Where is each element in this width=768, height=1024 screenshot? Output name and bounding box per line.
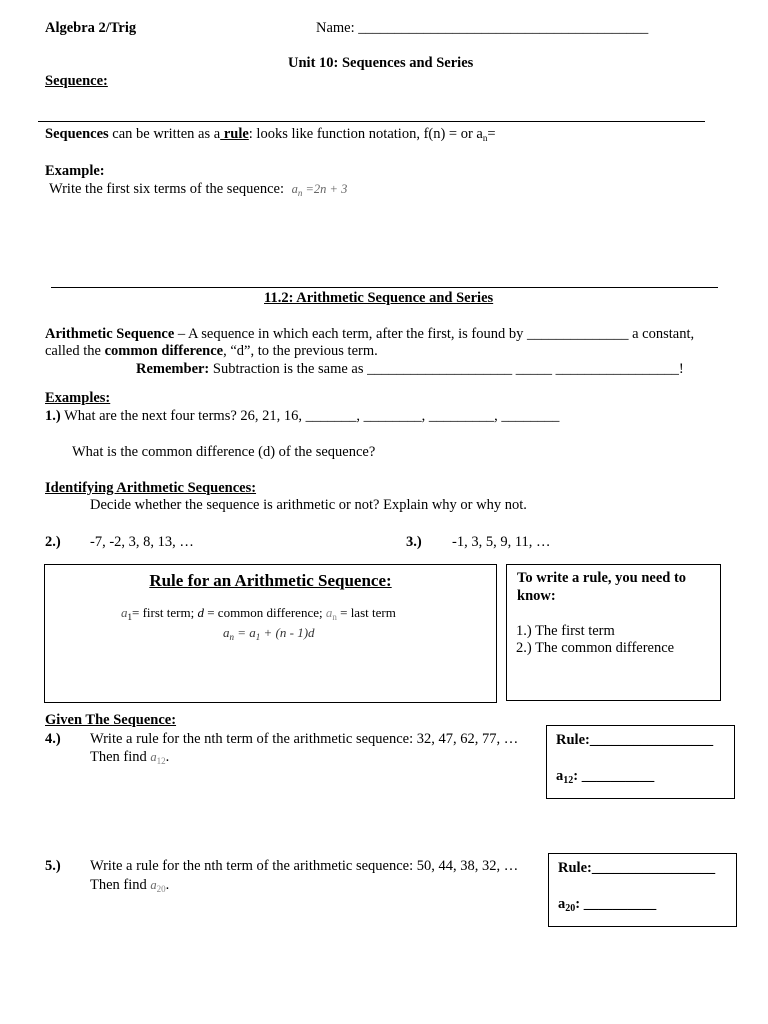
question-1-number: 1.)	[45, 408, 61, 424]
identifying-label: Identifying Arithmetic Sequences:	[45, 480, 257, 496]
divider-top	[38, 121, 705, 122]
formula-sub: n	[297, 188, 303, 198]
answer-4-sub: 12	[563, 775, 574, 786]
answer-box-5[interactable]	[548, 853, 737, 927]
an-desc: = last term	[336, 605, 396, 620]
formula-a1-sub: 1	[255, 632, 261, 642]
q5-dot: .	[165, 877, 170, 893]
remember-text: Subtraction is the same as ____________________ _____ _________________!	[209, 361, 684, 377]
question-5-number: 5.)	[45, 858, 61, 874]
answer-4-term[interactable]	[556, 768, 654, 786]
formula-an: a	[223, 625, 230, 640]
definition-line2-b: , “d”, to the previous term.	[223, 343, 378, 359]
know-box-title-2: know:	[517, 588, 556, 604]
q4-then-text: Then find	[90, 749, 151, 765]
answer-5-a: a	[558, 896, 566, 912]
definition-line1	[45, 326, 694, 343]
remember-line	[136, 361, 684, 378]
example-formula	[292, 182, 348, 196]
answer-4-rule[interactable]: Rule:_________________	[556, 732, 714, 748]
know-box	[506, 564, 721, 701]
examples-label: Examples:	[45, 390, 111, 406]
common-difference-term: common difference	[104, 343, 224, 359]
rule-box-definitions	[121, 605, 396, 622]
a1-symbol: a	[121, 605, 128, 620]
example-prompt-text: Write the first six terms of the sequence:	[49, 181, 284, 197]
rule-line-text2: : looks like function notation, f(n) = or a	[248, 126, 483, 142]
question-4-then	[90, 749, 169, 766]
know-box-item-2: 2.) The common difference	[516, 640, 675, 656]
definition-line2-a: called the	[45, 343, 105, 359]
formula-rest-term: + (n - 1)d	[260, 625, 315, 640]
question-3-number: 3.)	[406, 534, 422, 550]
rule-box-formula	[223, 625, 315, 642]
course-title: Algebra 2/Trig	[45, 20, 137, 36]
definition-term: Arithmetic Sequence	[45, 326, 175, 342]
q5-then-text: Then find	[90, 877, 151, 893]
rule-line	[45, 126, 496, 143]
name-field[interactable]: Name: ________________________________________	[316, 20, 649, 36]
question-4-number: 4.)	[45, 731, 61, 747]
answer-5-blank: : __________	[575, 896, 657, 912]
formula-eq: =	[234, 625, 250, 640]
rule-line-text1: can be written as a	[108, 126, 221, 142]
rule-box	[44, 564, 497, 703]
question-5-text: Write a rule for the nth term of the arithmetic sequence: 50, 44, 38, 32, …	[90, 858, 519, 874]
example-label: Example:	[45, 163, 105, 179]
answer-5-sub: 20	[565, 903, 576, 914]
given-label: Given The Sequence:	[45, 712, 177, 728]
example-prompt	[49, 181, 347, 198]
q5-sub: 20	[156, 884, 166, 894]
answer-4-blank: : __________	[573, 768, 655, 784]
rule-line-eq: =	[487, 126, 496, 142]
question-2-number: 2.)	[45, 534, 61, 550]
answer-box-4[interactable]	[546, 725, 735, 799]
formula-rest: =2n + 3	[302, 182, 348, 196]
rule-word: rule	[220, 126, 249, 142]
question-4-text: Write a rule for the nth term of the arithmetic sequence: 32, 47, 62, 77, …	[90, 731, 519, 747]
formula-a1: a	[249, 625, 256, 640]
q4-dot: .	[165, 749, 170, 765]
q5-a: a	[150, 878, 157, 892]
answer-4-a: a	[556, 768, 564, 784]
a1-desc: = first term;	[132, 605, 198, 620]
identifying-instruction: Decide whether the sequence is arithmetic or not? Explain why or why not.	[90, 497, 527, 513]
answer-5-term[interactable]	[558, 896, 656, 914]
definition-line1-text: – A sequence in which each term, after the first, is found by ______________ a constant,	[174, 326, 695, 342]
sequences-word: Sequences	[45, 126, 109, 142]
d-desc: = common difference;	[203, 605, 326, 620]
an-subscript: n	[332, 612, 337, 622]
answer-5-rule[interactable]: Rule:_________________	[558, 860, 716, 876]
question-1-followup: What is the common difference (d) of the sequence?	[72, 444, 376, 460]
divider-section	[51, 287, 718, 288]
section-title: 11.2: Arithmetic Sequence and Series	[264, 290, 494, 306]
know-box-item-1: 1.) The first term	[516, 623, 615, 639]
rule-box-title: Rule for an Arithmetic Sequence:	[149, 571, 392, 590]
definition-line2	[45, 343, 378, 360]
remember-label: Remember:	[136, 361, 210, 377]
rule-line-subscript: n	[482, 133, 488, 143]
question-1	[45, 408, 559, 425]
know-box-title-1: To write a rule, you need to	[517, 570, 687, 586]
formula-an-sub: n	[229, 632, 234, 642]
question-2-sequence: -7, -2, 3, 8, 13, …	[90, 534, 194, 550]
question-3-sequence: -1, 3, 5, 9, 11, …	[452, 534, 551, 550]
unit-title: Unit 10: Sequences and Series	[288, 55, 474, 71]
formula-a: a	[291, 182, 298, 196]
question-5-then	[90, 877, 169, 894]
an-symbol: a	[325, 605, 333, 620]
q4-a: a	[150, 750, 157, 764]
d-symbol: d	[197, 605, 204, 620]
q4-sub: 12	[156, 756, 166, 766]
sequence-label: Sequence:	[45, 73, 108, 89]
question-1-text: What are the next four terms? 26, 21, 16, _______, ________, _________, ________	[60, 408, 560, 424]
a1-subscript: 1	[127, 612, 132, 622]
